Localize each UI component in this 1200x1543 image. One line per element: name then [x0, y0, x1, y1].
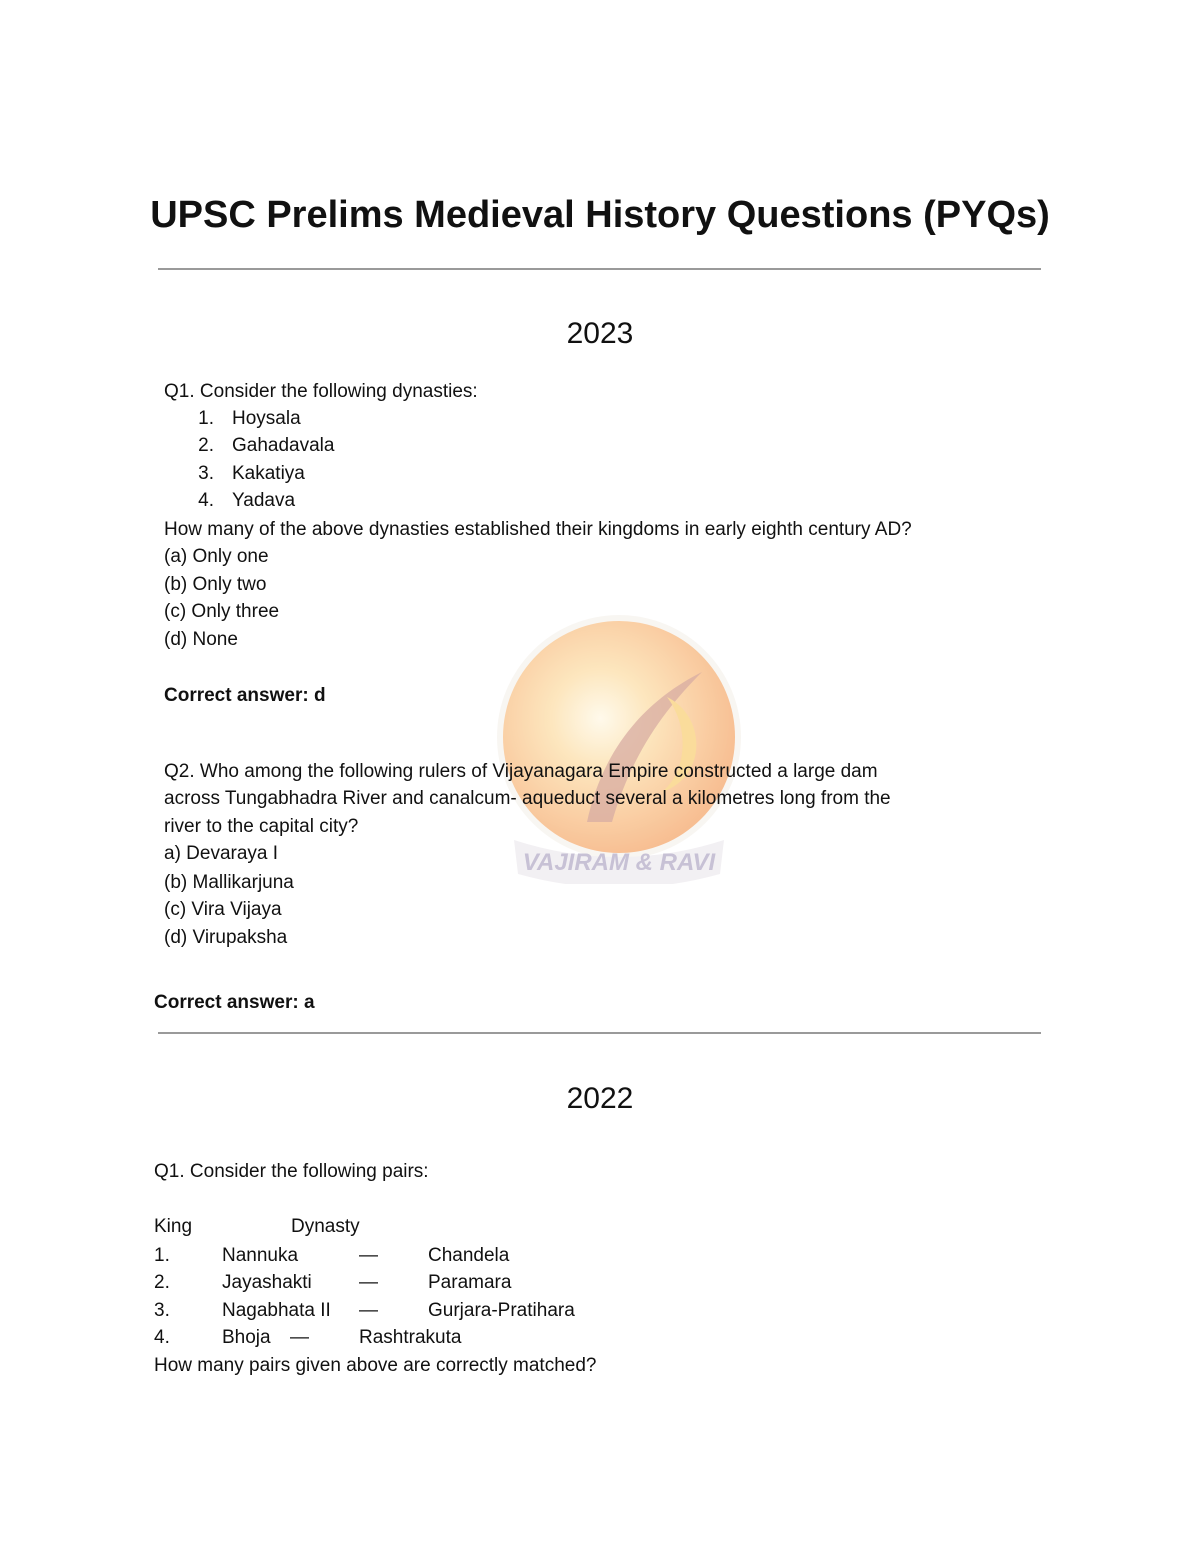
list-item-number: 4.	[198, 490, 214, 511]
option-a: (a) Only one	[164, 546, 269, 567]
question-stem-line: river to the capital city?	[164, 816, 359, 837]
section-year-2022: 2022	[566, 1082, 634, 1115]
divider	[158, 1032, 1041, 1034]
divider	[158, 268, 1041, 270]
option-c: (c) Vira Vijaya	[164, 899, 282, 920]
section-year-2023: 2023	[566, 317, 634, 350]
question-prompt: How many of the above dynasties established their kingdoms in early eighth century AD?	[164, 519, 912, 540]
page-title: UPSC Prelims Medieval History Questions (PYQs)	[150, 194, 1050, 236]
pair-number: 4.	[154, 1327, 170, 1348]
option-b: (b) Only two	[164, 574, 267, 595]
watermark-text: VAJIRAM & RAVI	[522, 849, 716, 876]
list-item-number: 2.	[198, 435, 214, 456]
pair-dynasty: Chandela	[428, 1245, 510, 1266]
option-a: a) Devaraya I	[164, 843, 279, 864]
question-stem-line: across Tungabhadra River and canalcum- aqueduct several a kilometres long from the	[164, 788, 891, 809]
pair-dash: —	[359, 1300, 378, 1321]
pair-dynasty: Gurjara-Pratihara	[428, 1300, 575, 1321]
pair-dynasty: Rashtrakuta	[359, 1327, 462, 1348]
list-item: Kakatiya	[232, 463, 305, 484]
pair-dynasty: Paramara	[428, 1272, 512, 1293]
pair-king: Bhoja	[222, 1327, 271, 1348]
list-item-number: 1.	[198, 408, 214, 429]
pair-number: 3.	[154, 1300, 170, 1321]
question-stem: Q1. Consider the following pairs:	[154, 1161, 429, 1182]
table-header-dynasty: Dynasty	[291, 1216, 360, 1237]
table-header-king: King	[154, 1216, 193, 1237]
list-item: Gahadavala	[232, 435, 335, 456]
option-d: (d) Virupaksha	[164, 927, 288, 948]
pair-king: Nannuka	[222, 1245, 299, 1266]
pair-king: Nagabhata II	[222, 1300, 331, 1321]
pair-dash: —	[359, 1272, 378, 1293]
pair-dash: —	[290, 1327, 309, 1348]
list-item: Hoysala	[232, 408, 301, 429]
option-d: (d) None	[164, 629, 238, 650]
option-b: (b) Mallikarjuna	[164, 872, 294, 893]
watermark-logo	[492, 612, 746, 884]
question-stem: Q1. Consider the following dynasties:	[164, 381, 478, 402]
list-item-number: 3.	[198, 463, 214, 484]
pair-number: 2.	[154, 1272, 170, 1293]
correct-answer: Correct answer: a	[154, 992, 315, 1013]
pair-king: Jayashakti	[222, 1272, 312, 1293]
list-item: Yadava	[232, 490, 296, 511]
question-prompt: How many pairs given above are correctly matched?	[154, 1355, 597, 1376]
pair-number: 1.	[154, 1245, 170, 1266]
correct-answer: Correct answer: d	[164, 685, 326, 706]
question-stem-line: Q2. Who among the following rulers of Vijayanagara Empire constructed a large dam	[164, 761, 878, 782]
option-c: (c) Only three	[164, 601, 280, 622]
pair-dash: —	[359, 1245, 378, 1266]
